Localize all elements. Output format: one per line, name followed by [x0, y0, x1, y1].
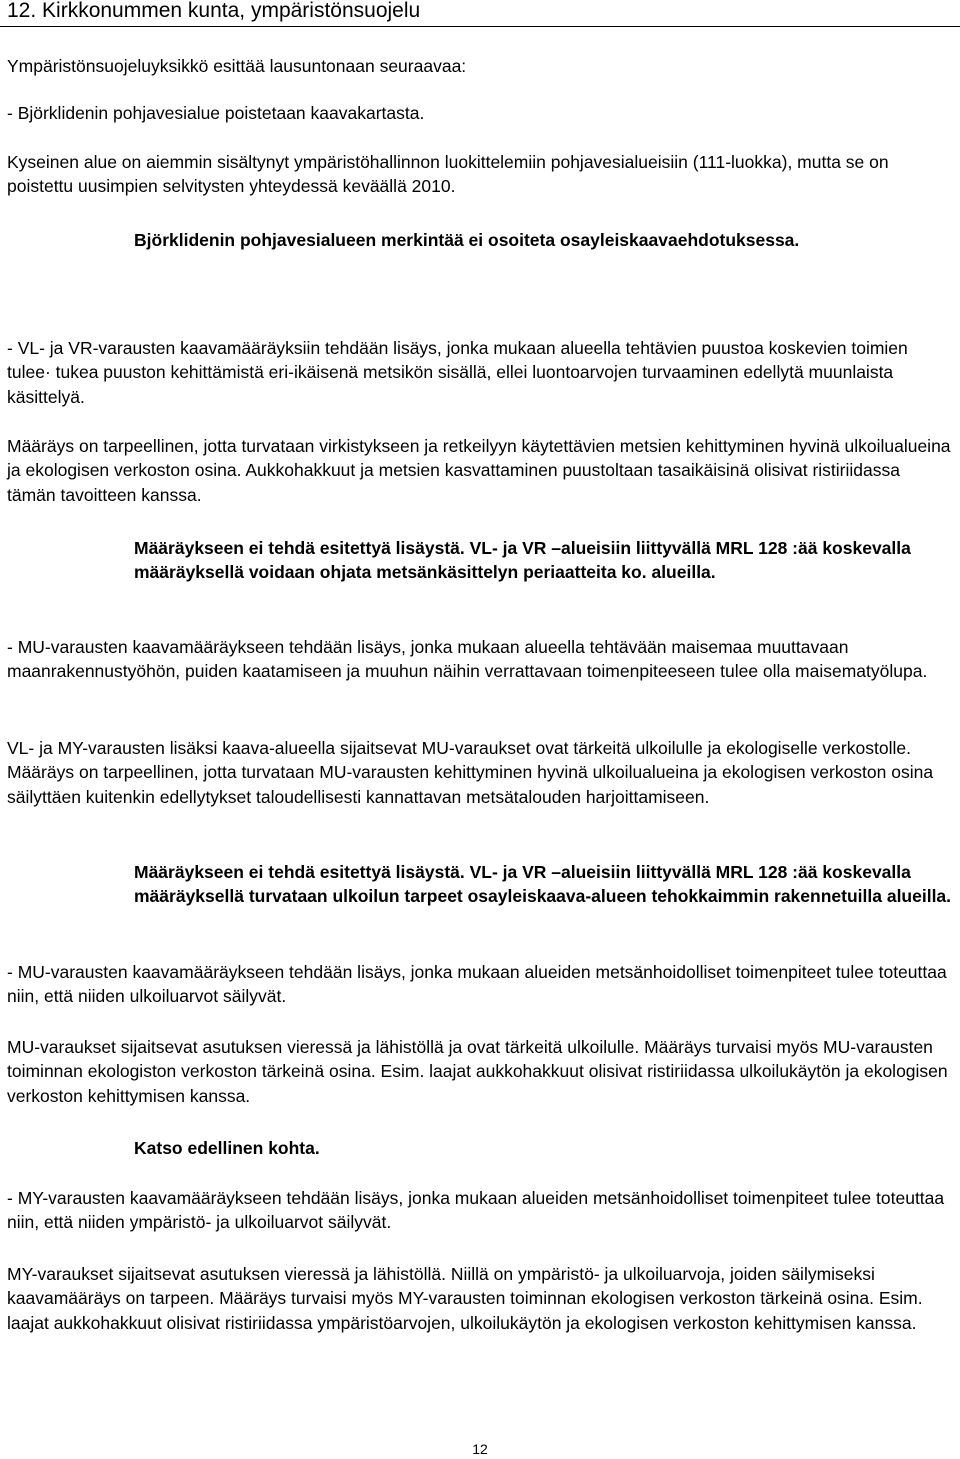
response-mu-forestry: Katso edellinen kohta. — [134, 1138, 320, 1158]
proposal-vl-vr: - VL- ja VR-varausten kaavamääräyksiin tehdään lisäys, jonka mukaan alueella tehtävien puustoa koskevien toimien tulee· tukea puuston kehittämistä eri-ikäisenä metsikön sisällä, ellei luontoarvojen turvaaminen edellytä muunlaista käsittelyä. — [7, 338, 908, 407]
proposal-mu-forestry: - MU-varausten kaavamääräykseen tehdään lisäys, jonka mukaan alueiden metsänhoidolliset toimenpiteet tulee toteuttaa niin, että niiden ulkoiluarvot säilyvät. — [7, 962, 947, 1007]
proposal-vl-vr-rationale: Määräys on tarpeellinen, jotta turvataan virkistykseen ja retkeilyyn käytettävien metsien kehittyminen hyvinä ulkoilualueina ja ekologisen verkoston osina. Aukkohakkuut ja metsien kasvattaminen puustoltaan tasaikäisinä olisivat ristiriidassa tämän tavoitteen kanssa. — [7, 436, 951, 505]
proposal-my-forestry: - MY-varausten kaavamääräykseen tehdään lisäys, jonka mukaan alueiden metsänhoidolliset toimenpiteet tulee toteuttaa niin, että niiden ympäristö- ja ulkoiluarvot säilyvät. — [7, 1188, 945, 1233]
proposal-mu-landscape-rationale: VL- ja MY-varausten lisäksi kaava-alueella sijaitsevat MU-varaukset ovat tärkeitä ulkoilulle ja ekologiselle verkostolle. Määräys on tarpeellinen, jotta turvataan MU-varausten kehittyminen hyvinä ulkoilualueina ja ekologisen verkoston osina säilyttäen kuitenkin edellytykset taloudellisesti kannattavan metsätalouden harjoittamiseen. — [7, 738, 934, 807]
section-heading — [0, 0, 960, 27]
proposal-mu-forestry-rationale: MU-varaukset sijaitsevat asutuksen vieressä ja lähistöllä ja ovat tärkeitä ulkoilulle. Määräys turvaisi myös MU-varausten toiminnan ekologiston verkoston tärkeinä osina. Esim. laajat aukkohakkuut olisivat ristiriidassa ulkoilukäytön ja ekologisen verkoston kehittymisen kanssa. — [7, 1037, 948, 1106]
section-title: 12. Kirkkonummen kunta, ympäristönsuojelu — [7, 0, 421, 22]
response-mu-landscape: Määräykseen ei tehdä esitettyä lisäystä. VL- ja VR –alueisiin liittyvällä MRL 128 :ää koskevalla määräyksellä turvataan ulkoilun tarpeet osayleiskaava-alueen tehokkaimmin rakennetuilla alueilla. — [134, 862, 952, 907]
proposal-groundwater-rationale: Kyseinen alue on aiemmin sisältynyt ympäristöhallinnon luokittelemiin pohjavesialueisiin (111-luokka), mutta se on poistettu uusimpien selvitysten yhteydessä keväällä 2010. — [7, 152, 889, 197]
proposal-my-forestry-rationale: MY-varaukset sijaitsevat asutuksen vieressä ja lähistöllä. Niillä on ympäristö- ja ulkoiluarvoja, joiden säilymiseksi kaavamääräys on tarpeen. Määräys turvaisi myös MY-varausten toiminnan ekologisen verkoston tärkeinä osina. Esim. laajat aukkohakkuut olisivat ristiriidassa ympäristöarvojen, ulkoilukäytön ja ekologisen verkoston kehittymisen kanssa. — [7, 1264, 923, 1333]
proposal-groundwater: - Björklidenin pohjavesialue poistetaan kaavakartasta. — [7, 103, 425, 123]
response-groundwater: Björklidenin pohjavesialueen merkintää ei osoiteta osayleiskaavaehdotuksessa. — [134, 230, 800, 250]
response-vl-vr: Määräykseen ei tehdä esitettyä lisäystä. VL- ja VR –alueisiin liittyvällä MRL 128 :ää koskevalla määräyksellä voidaan ohjata metsänkäsittelyn periaatteita ko. alueilla. — [134, 538, 911, 583]
proposal-mu-landscape: - MU-varausten kaavamääräykseen tehdään lisäys, jonka mukaan alueella tehtävään maisemaa muuttavaan maanrakennustyöhön, puiden kaatamiseen ja muuhun näihin verrattavaan toimenpiteeseen tulee olla maisematyölupa. — [7, 637, 928, 682]
page-number: 12 — [472, 1441, 488, 1457]
intro-text: Ympäristönsuojeluyksikkö esittää lausuntonaan seuraavaa: — [7, 56, 467, 76]
